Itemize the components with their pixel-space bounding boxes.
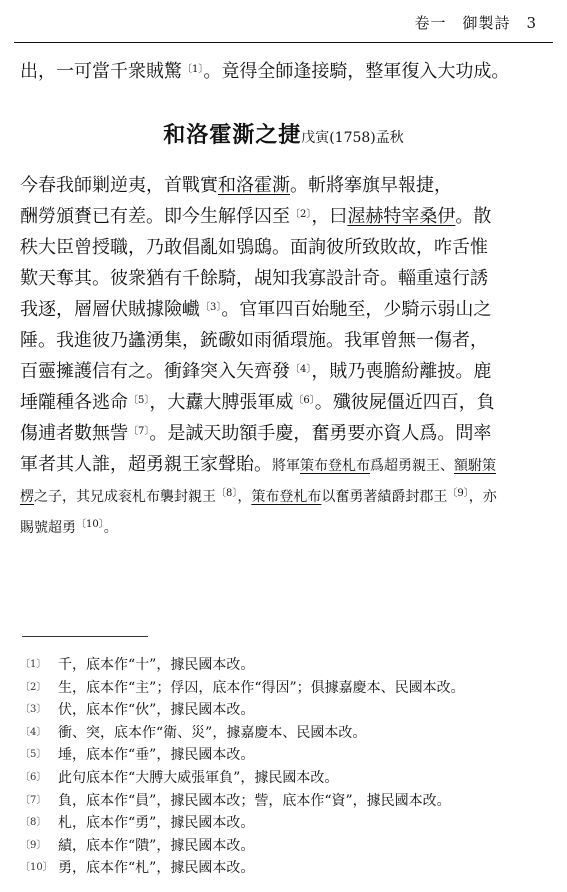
footnote-text: 埵，底本作“垂”，據民國本改。 [58, 747, 255, 764]
footnote-number: 〔9〕 [20, 839, 47, 851]
proper-name: 和洛霍澌 [218, 175, 290, 196]
footnote [20, 812, 550, 835]
note-ref[interactable]: 〔4〕 [290, 364, 312, 375]
proper-name: 額駙 [454, 458, 482, 474]
footnote-number: 〔7〕 [20, 794, 47, 806]
footnote [20, 857, 550, 880]
continued-verse: 出，一可當千衆賊驚$^{〔1〕}$。竟得全師逢接騎，整軍復入大功成。 [20, 61, 510, 82]
note-ref[interactable]: 〔3〕 [200, 302, 222, 313]
poem-line [20, 387, 555, 418]
note-ref[interactable]: 〔10〕 [76, 519, 104, 530]
footnote-text: 衝、突，底本作“衛、災”，據嘉慶本、民國本改。 [58, 724, 367, 741]
note-ref[interactable]: 〔1〕 [182, 64, 204, 75]
footnote-number: 〔6〕 [20, 771, 47, 783]
poem-title: 和洛霍澌之捷 [163, 122, 302, 148]
note-ref[interactable]: 〔5〕 [128, 395, 150, 406]
poem-line [20, 201, 555, 232]
verse-text: 今春我師剿逆夷，首戰實 [20, 175, 218, 196]
footnote-text: 績，底本作“隤”，據民國本改。 [58, 837, 255, 854]
poem-line [20, 418, 555, 449]
proper-name: 渥赫特宰桑伊 [347, 206, 456, 227]
proper-name: 策 [482, 458, 496, 474]
note-ref[interactable]: 〔2〕 [290, 209, 312, 220]
verse-text: 陲。我進彼乃蠭湧集，銃礮如雨循環施。我軍曾無一傷者， [20, 330, 488, 351]
verse-text: 將軍 [272, 458, 300, 474]
footnote-text: 此句底本作“大膊大威張軍負”，據民國本改。 [58, 769, 339, 786]
poem-line [20, 294, 555, 325]
poem-line [20, 511, 555, 542]
verse-text: ，賊乃喪膽紛離披。鹿 [311, 361, 492, 382]
verse-text: 。散 [455, 206, 492, 227]
verse-text: 傷逋者數無訾 [20, 423, 128, 444]
poem-line [20, 325, 555, 356]
footnote-text: 札，底本作“勇”，據民國本改。 [58, 815, 255, 832]
footnote [20, 722, 550, 745]
verse-text: 埵隴種各逃命 [20, 392, 128, 413]
verse-text: 。斬將搴旗早報捷， [290, 175, 452, 196]
verse-text: ，曰 [311, 206, 348, 227]
footnote [20, 790, 550, 813]
verse-text: 秩大臣曾授職，乃敢倡亂如鴞鴟。面詢彼所致敗故，咋舌惟 [20, 237, 488, 258]
poem-heading [0, 118, 567, 149]
proper-name: 楞 [20, 489, 34, 505]
footnote-number: 〔5〕 [20, 749, 47, 761]
poem-line [20, 263, 555, 294]
note-ref[interactable]: 〔7〕 [128, 426, 150, 437]
proper-name: 策布登札布 [300, 458, 370, 474]
running-header [0, 0, 567, 44]
verse-text: 。是誠天助額手慶，奮勇要亦資人爲。問率 [149, 423, 492, 444]
poem-line [20, 356, 555, 387]
verse-text: 軍者其人誰，超勇親王家聲貽。 [20, 454, 272, 475]
verse-text: 歎天奪其。彼衆猶有千餘騎，覘知我寡設計奇。輜重遠行誘 [20, 268, 488, 289]
verse-text: 爲超勇親王、 [370, 458, 454, 474]
verse-text: ， [237, 489, 252, 505]
verse-text: 百靈擁護信有之。衝鋒突入矢齊發 [20, 361, 290, 382]
running-title: 卷一 御製詩 3 [414, 14, 537, 32]
poem-body [20, 170, 555, 542]
footnote-text: 負，底本作“員”，據民國本改；訾，底本作“資”，據民國本改。 [58, 792, 451, 809]
footnote [20, 744, 550, 767]
poem-line [20, 170, 555, 201]
poem-line [20, 232, 555, 263]
footnote [20, 767, 550, 790]
poem-line [20, 480, 555, 511]
header-rule [14, 42, 553, 43]
note-ref[interactable]: 〔6〕 [293, 395, 315, 406]
footnote-divider [22, 636, 148, 637]
verse-text: 酬勞頒賚已有差。即今生解俘囚至 [20, 206, 290, 227]
verse-text: 。官軍四百始馳至，少騎示弱山之 [221, 299, 492, 320]
footnote-text: 生，底本作“主”；俘囚，底本作“得因”；俱據嘉慶本、民國本改。 [58, 679, 465, 696]
note-ref[interactable]: 〔8〕 [216, 488, 238, 499]
verse-text: 賜號超勇 [20, 520, 76, 536]
verse-text: 我逐，層層伏賊據險巇 [20, 299, 200, 320]
footnote-text: 伏，底本作“伙”，據民國本改。 [58, 702, 255, 719]
footnote [20, 654, 550, 677]
poem-date: 戊寅(1758)孟秋 [301, 130, 404, 146]
verse-text: ，亦 [468, 489, 497, 505]
footnote-number: 〔3〕 [20, 704, 47, 716]
footnote-number: 〔2〕 [20, 681, 47, 693]
footnote [20, 677, 550, 700]
verse-text: 。 [103, 520, 118, 536]
footnote [20, 699, 550, 722]
poem-line [20, 449, 555, 480]
footnotes [20, 654, 550, 880]
footnote-number: 〔8〕 [20, 817, 47, 829]
footnote-number: 〔1〕 [20, 659, 47, 670]
note-ref[interactable]: 〔9〕 [447, 488, 469, 499]
proper-name: 策布登札布 [251, 489, 322, 505]
verse-text: 之子，其兄成衮札布襲封親王 [34, 489, 216, 505]
footnote [20, 835, 550, 858]
footnote-text: 勇，底本作“札”，據民國本改。 [58, 860, 255, 877]
footnote-number: 〔4〕 [20, 726, 47, 738]
footnote-number: 〔10〕 [20, 862, 53, 874]
verse-text: 以奮勇著績爵封郡王 [321, 489, 448, 505]
footnote-text: 千，底本作“十”，據民國本改。 [58, 657, 255, 673]
verse-text: 。殲彼屍僵近四百，負 [314, 392, 495, 413]
verse-text: ，大纛大膊張軍威 [149, 392, 294, 413]
